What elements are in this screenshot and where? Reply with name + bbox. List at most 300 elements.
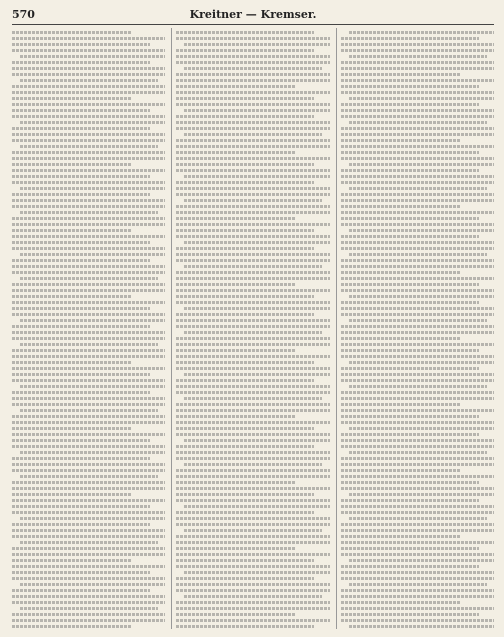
entry-line-placeholder bbox=[20, 607, 158, 610]
entry-line-placeholder bbox=[341, 541, 494, 544]
entry-line-placeholder bbox=[12, 37, 165, 40]
entry-line-placeholder bbox=[12, 151, 165, 154]
entry-line-placeholder bbox=[12, 61, 150, 64]
running-head: Kreitner — Kremser. bbox=[189, 8, 317, 21]
entry-line-placeholder bbox=[12, 415, 165, 418]
entry-line-placeholder bbox=[12, 547, 165, 550]
entry-line-placeholder bbox=[341, 193, 494, 196]
entry-line-placeholder bbox=[176, 55, 329, 58]
entry-line-placeholder bbox=[341, 331, 494, 334]
entry-line-placeholder bbox=[20, 583, 165, 586]
entry-line-placeholder bbox=[20, 475, 158, 478]
entry-line-placeholder bbox=[176, 319, 329, 322]
entry-line-placeholder bbox=[12, 91, 165, 94]
entry-line-placeholder bbox=[176, 145, 329, 148]
entry-line-placeholder bbox=[176, 211, 329, 214]
entry-line-placeholder bbox=[349, 121, 487, 124]
entry-line-placeholder bbox=[349, 55, 487, 58]
entry-line-placeholder bbox=[12, 349, 165, 352]
entry-line-placeholder bbox=[176, 301, 329, 304]
entry-line-placeholder bbox=[12, 619, 165, 622]
entry-line-placeholder bbox=[176, 229, 314, 232]
entry-line-placeholder bbox=[12, 361, 132, 364]
entry-line-placeholder bbox=[12, 73, 165, 76]
page-header bbox=[12, 8, 494, 25]
entry-line-placeholder bbox=[20, 187, 165, 190]
entry-line-placeholder bbox=[341, 259, 494, 262]
entry-line-placeholder bbox=[12, 127, 150, 130]
entry-line-placeholder bbox=[12, 571, 150, 574]
entry-line-placeholder bbox=[176, 127, 329, 130]
entry-line-placeholder bbox=[12, 313, 165, 316]
entry-line-placeholder bbox=[12, 49, 165, 52]
entry-line-placeholder bbox=[341, 283, 479, 286]
entry-line-placeholder bbox=[341, 595, 494, 598]
entry-line-placeholder bbox=[184, 439, 329, 442]
entry-line-placeholder bbox=[12, 391, 150, 394]
entry-line-placeholder bbox=[341, 379, 494, 382]
entry-line-placeholder bbox=[12, 157, 165, 160]
entry-line-placeholder bbox=[341, 301, 479, 304]
entry-line-placeholder bbox=[176, 535, 329, 538]
entry-line-placeholder bbox=[20, 343, 158, 346]
entry-line-placeholder bbox=[349, 559, 494, 562]
entry-line-placeholder bbox=[176, 547, 296, 550]
entry-line-placeholder bbox=[176, 157, 329, 160]
entry-line-placeholder bbox=[20, 517, 165, 520]
entry-line-placeholder bbox=[176, 607, 329, 610]
entry-line-placeholder bbox=[176, 421, 329, 424]
entry-line-placeholder bbox=[184, 529, 322, 532]
entry-line-placeholder bbox=[12, 283, 165, 286]
entry-line-placeholder bbox=[341, 589, 494, 592]
entry-line-placeholder bbox=[12, 67, 165, 70]
entry-line-placeholder bbox=[341, 91, 494, 94]
entry-line-placeholder bbox=[20, 253, 165, 256]
entry-line-placeholder bbox=[12, 601, 165, 604]
entry-line-placeholder bbox=[176, 169, 329, 172]
entry-line-placeholder bbox=[341, 577, 494, 580]
entry-line-placeholder bbox=[12, 403, 165, 406]
entry-line-placeholder bbox=[349, 451, 487, 454]
entry-line-placeholder bbox=[176, 565, 329, 568]
entry-line-placeholder bbox=[176, 433, 329, 436]
entry-line-placeholder bbox=[176, 517, 329, 520]
entry-line-placeholder bbox=[176, 103, 329, 106]
entry-line-placeholder bbox=[12, 169, 165, 172]
entry-line-placeholder bbox=[349, 427, 494, 430]
entry-line-placeholder bbox=[176, 469, 329, 472]
entry-line-placeholder bbox=[341, 397, 494, 400]
entry-line-placeholder bbox=[20, 385, 165, 388]
entry-line-placeholder bbox=[184, 109, 329, 112]
entry-column-3 bbox=[336, 28, 494, 629]
entry-line-placeholder bbox=[12, 481, 165, 484]
entry-line-placeholder bbox=[349, 31, 494, 34]
entry-line-placeholder bbox=[176, 625, 314, 628]
entry-line-placeholder bbox=[12, 463, 165, 466]
entry-line-placeholder bbox=[176, 487, 329, 490]
entry-line-placeholder bbox=[12, 241, 150, 244]
entry-line-placeholder bbox=[176, 475, 329, 478]
entry-line-placeholder bbox=[12, 301, 165, 304]
entry-line-placeholder bbox=[176, 91, 329, 94]
entry-line-placeholder bbox=[341, 67, 494, 70]
entry-line-placeholder bbox=[12, 193, 150, 196]
entry-line-placeholder bbox=[341, 613, 479, 616]
entry-line-placeholder bbox=[176, 403, 329, 406]
entry-line-placeholder bbox=[12, 235, 165, 238]
entry-line-placeholder bbox=[184, 571, 329, 574]
entry-line-placeholder bbox=[184, 175, 329, 178]
entry-line-placeholder bbox=[20, 451, 165, 454]
entry-line-placeholder bbox=[176, 97, 314, 100]
entry-line-placeholder bbox=[341, 139, 461, 142]
entry-line-placeholder bbox=[12, 553, 165, 556]
entry-line-placeholder bbox=[12, 115, 165, 118]
entry-line-placeholder bbox=[176, 523, 329, 526]
entry-line-placeholder bbox=[341, 85, 479, 88]
entry-line-placeholder bbox=[341, 169, 479, 172]
entry-line-placeholder bbox=[176, 79, 329, 82]
entry-line-placeholder bbox=[12, 589, 150, 592]
entry-line-placeholder bbox=[341, 433, 479, 436]
entry-line-placeholder bbox=[341, 391, 494, 394]
entry-line-placeholder bbox=[341, 337, 461, 340]
entry-line-placeholder bbox=[12, 259, 150, 262]
entry-line-placeholder bbox=[20, 145, 158, 148]
entry-line-placeholder bbox=[12, 181, 165, 184]
entry-line-placeholder bbox=[341, 487, 494, 490]
entry-line-placeholder bbox=[349, 517, 487, 520]
entry-line-placeholder bbox=[341, 535, 461, 538]
entry-line-placeholder bbox=[341, 49, 494, 52]
entry-line-placeholder bbox=[12, 199, 165, 202]
entry-line-placeholder bbox=[341, 349, 479, 352]
entry-line-placeholder bbox=[341, 367, 479, 370]
entry-line-placeholder bbox=[176, 247, 314, 250]
entry-line-placeholder bbox=[341, 505, 494, 508]
entry-line-placeholder bbox=[176, 493, 314, 496]
entry-line-placeholder bbox=[341, 439, 494, 442]
entry-line-placeholder bbox=[176, 583, 329, 586]
entry-line-placeholder bbox=[341, 457, 494, 460]
entry-line-placeholder bbox=[341, 181, 494, 184]
entry-line-placeholder bbox=[176, 451, 329, 454]
entry-line-placeholder bbox=[176, 31, 314, 34]
entry-line-placeholder bbox=[176, 457, 329, 460]
entry-line-placeholder bbox=[12, 421, 165, 424]
entry-line-placeholder bbox=[176, 427, 314, 430]
entry-line-placeholder bbox=[176, 499, 329, 502]
entry-line-placeholder bbox=[184, 241, 329, 244]
entry-line-placeholder bbox=[176, 601, 329, 604]
entry-line-placeholder bbox=[12, 31, 132, 34]
entry-line-placeholder bbox=[176, 253, 329, 256]
entry-line-placeholder bbox=[341, 115, 494, 118]
entry-line-placeholder bbox=[12, 505, 150, 508]
entry-line-placeholder bbox=[12, 613, 165, 616]
entry-line-placeholder bbox=[176, 355, 329, 358]
entry-line-placeholder bbox=[20, 541, 158, 544]
entry-line-placeholder bbox=[176, 73, 329, 76]
entry-line-placeholder bbox=[176, 349, 296, 352]
entry-line-placeholder bbox=[20, 79, 158, 82]
entry-line-placeholder bbox=[12, 331, 165, 334]
entry-line-placeholder bbox=[176, 541, 329, 544]
entry-line-placeholder bbox=[176, 259, 329, 262]
entry-line-placeholder bbox=[341, 445, 494, 448]
entry-line-placeholder bbox=[176, 325, 329, 328]
entry-line-placeholder bbox=[341, 241, 494, 244]
entry-line-placeholder bbox=[341, 475, 494, 478]
entry-line-placeholder bbox=[176, 277, 329, 280]
entry-line-placeholder bbox=[184, 133, 322, 136]
entry-line-placeholder bbox=[12, 445, 165, 448]
entry-line-placeholder bbox=[184, 373, 329, 376]
entry-line-placeholder bbox=[12, 559, 132, 562]
entry-line-placeholder bbox=[341, 103, 479, 106]
entry-line-placeholder bbox=[341, 73, 461, 76]
entry-line-placeholder bbox=[176, 151, 296, 154]
entry-line-placeholder bbox=[176, 577, 314, 580]
entry-line-placeholder bbox=[12, 163, 132, 166]
entry-line-placeholder bbox=[341, 547, 479, 550]
entry-line-placeholder bbox=[341, 355, 494, 358]
entry-line-placeholder bbox=[20, 319, 165, 322]
entry-line-placeholder bbox=[12, 565, 165, 568]
page-number: 570 bbox=[12, 8, 35, 21]
entry-columns bbox=[12, 28, 494, 629]
entry-line-placeholder bbox=[176, 61, 329, 64]
entry-line-placeholder bbox=[341, 415, 479, 418]
entry-line-placeholder bbox=[12, 427, 132, 430]
entry-line-placeholder bbox=[176, 613, 296, 616]
entry-line-placeholder bbox=[12, 265, 165, 268]
entry-line-placeholder bbox=[341, 499, 479, 502]
entry-line-placeholder bbox=[341, 151, 479, 154]
entry-line-placeholder bbox=[341, 607, 494, 610]
entry-line-placeholder bbox=[349, 625, 494, 628]
entry-line-placeholder bbox=[349, 97, 494, 100]
entry-line-placeholder bbox=[176, 385, 329, 388]
entry-line-placeholder bbox=[12, 595, 165, 598]
entry-line-placeholder bbox=[341, 199, 494, 202]
entry-column-2 bbox=[171, 28, 329, 629]
entry-line-placeholder bbox=[12, 397, 165, 400]
entry-line-placeholder bbox=[12, 289, 165, 292]
entry-line-placeholder bbox=[176, 235, 329, 238]
entry-line-placeholder bbox=[341, 235, 479, 238]
entry-line-placeholder bbox=[349, 385, 487, 388]
entry-line-placeholder bbox=[341, 529, 494, 532]
entry-line-placeholder bbox=[12, 355, 165, 358]
entry-line-placeholder bbox=[184, 397, 322, 400]
entry-line-placeholder bbox=[12, 325, 150, 328]
entry-line-placeholder bbox=[341, 601, 461, 604]
entry-line-placeholder bbox=[184, 67, 322, 70]
entry-line-placeholder bbox=[341, 277, 494, 280]
entry-line-placeholder bbox=[349, 295, 494, 298]
entry-line-placeholder bbox=[349, 253, 487, 256]
entry-line-placeholder bbox=[341, 211, 494, 214]
entry-line-placeholder bbox=[184, 199, 322, 202]
entry-line-placeholder bbox=[12, 493, 132, 496]
entry-line-placeholder bbox=[20, 121, 165, 124]
entry-line-placeholder bbox=[176, 343, 329, 346]
entry-line-placeholder bbox=[176, 223, 329, 226]
entry-line-placeholder bbox=[176, 391, 329, 394]
entry-line-placeholder bbox=[341, 565, 479, 568]
entry-line-placeholder bbox=[349, 361, 494, 364]
entry-line-placeholder bbox=[12, 625, 132, 628]
entry-line-placeholder bbox=[12, 175, 150, 178]
entry-line-placeholder bbox=[341, 217, 479, 220]
entry-line-placeholder bbox=[341, 553, 494, 556]
entry-line-placeholder bbox=[341, 205, 461, 208]
entry-line-placeholder bbox=[184, 43, 329, 46]
entry-line-placeholder bbox=[341, 469, 461, 472]
entry-line-placeholder bbox=[176, 115, 314, 118]
entry-line-placeholder bbox=[184, 463, 322, 466]
entry-line-placeholder bbox=[184, 595, 322, 598]
entry-line-placeholder bbox=[12, 487, 165, 490]
entry-line-placeholder bbox=[12, 295, 132, 298]
entry-line-placeholder bbox=[12, 109, 150, 112]
entry-line-placeholder bbox=[341, 619, 494, 622]
entry-line-placeholder bbox=[20, 211, 158, 214]
entry-line-placeholder bbox=[12, 529, 165, 532]
entry-line-placeholder bbox=[176, 295, 314, 298]
entry-line-placeholder bbox=[341, 463, 494, 466]
entry-line-placeholder bbox=[341, 511, 494, 514]
entry-line-placeholder bbox=[341, 109, 494, 112]
entry-line-placeholder bbox=[12, 103, 165, 106]
entry-line-placeholder bbox=[12, 307, 150, 310]
entry-line-placeholder bbox=[12, 229, 132, 232]
entry-line-placeholder bbox=[176, 217, 296, 220]
entry-line-placeholder bbox=[12, 433, 165, 436]
entry-line-placeholder bbox=[12, 97, 132, 100]
entry-line-placeholder bbox=[176, 337, 329, 340]
entry-line-placeholder bbox=[176, 409, 329, 412]
entry-line-placeholder bbox=[176, 193, 329, 196]
entry-line-placeholder bbox=[176, 367, 329, 370]
entry-line-placeholder bbox=[349, 187, 487, 190]
entry-line-placeholder bbox=[341, 175, 494, 178]
entry-line-placeholder bbox=[341, 157, 494, 160]
entry-line-placeholder bbox=[12, 535, 165, 538]
entry-line-placeholder bbox=[341, 79, 494, 82]
entry-line-placeholder bbox=[341, 571, 494, 574]
entry-line-placeholder bbox=[349, 319, 487, 322]
entry-line-placeholder bbox=[341, 133, 494, 136]
entry-line-placeholder bbox=[176, 481, 296, 484]
entry-line-placeholder bbox=[341, 247, 494, 250]
entry-line-placeholder bbox=[176, 589, 329, 592]
entry-line-placeholder bbox=[341, 421, 494, 424]
entry-line-placeholder bbox=[12, 223, 165, 226]
entry-line-placeholder bbox=[12, 523, 150, 526]
entry-line-placeholder bbox=[12, 205, 165, 208]
entry-line-placeholder bbox=[176, 415, 296, 418]
entry-line-placeholder bbox=[12, 271, 165, 274]
entry-line-placeholder bbox=[176, 445, 314, 448]
entry-line-placeholder bbox=[12, 499, 165, 502]
entry-line-placeholder bbox=[12, 469, 165, 472]
entry-line-placeholder bbox=[12, 139, 165, 142]
entry-line-placeholder bbox=[341, 127, 494, 130]
entry-line-placeholder bbox=[20, 55, 165, 58]
entry-line-placeholder bbox=[176, 559, 314, 562]
entry-line-placeholder bbox=[341, 145, 494, 148]
entry-line-placeholder bbox=[20, 409, 158, 412]
entry-line-placeholder bbox=[341, 343, 494, 346]
entry-line-placeholder bbox=[12, 373, 150, 376]
entry-line-placeholder bbox=[341, 271, 461, 274]
entry-line-placeholder bbox=[176, 163, 314, 166]
entry-line-placeholder bbox=[341, 307, 494, 310]
entry-line-placeholder bbox=[176, 553, 329, 556]
entry-line-placeholder bbox=[12, 43, 150, 46]
entry-line-placeholder bbox=[12, 367, 165, 370]
entry-line-placeholder bbox=[341, 325, 494, 328]
entry-line-placeholder bbox=[341, 223, 494, 226]
entry-line-placeholder bbox=[176, 139, 329, 142]
entry-line-placeholder bbox=[341, 481, 479, 484]
entry-line-placeholder bbox=[12, 439, 150, 442]
entry-line-placeholder bbox=[176, 49, 314, 52]
entry-line-placeholder bbox=[184, 265, 322, 268]
entry-line-placeholder bbox=[341, 289, 494, 292]
entry-line-placeholder bbox=[176, 37, 329, 40]
entry-line-placeholder bbox=[176, 379, 314, 382]
entry-line-placeholder bbox=[12, 577, 165, 580]
entry-line-placeholder bbox=[176, 187, 329, 190]
entry-column-1 bbox=[12, 28, 165, 629]
entry-line-placeholder bbox=[184, 307, 329, 310]
entry-line-placeholder bbox=[176, 619, 329, 622]
entry-line-placeholder bbox=[176, 361, 314, 364]
entry-line-placeholder bbox=[341, 37, 479, 40]
entry-line-placeholder bbox=[12, 379, 165, 382]
entry-line-placeholder bbox=[341, 403, 461, 406]
entry-line-placeholder bbox=[12, 85, 165, 88]
entry-line-placeholder bbox=[176, 271, 329, 274]
entry-line-placeholder bbox=[349, 583, 487, 586]
entry-line-placeholder bbox=[349, 493, 494, 496]
entry-line-placeholder bbox=[176, 289, 329, 292]
entry-line-placeholder bbox=[12, 511, 165, 514]
entry-line-placeholder bbox=[176, 205, 329, 208]
entry-line-placeholder bbox=[341, 265, 494, 268]
entry-line-placeholder bbox=[341, 523, 494, 526]
entry-line-placeholder bbox=[341, 61, 494, 64]
entry-line-placeholder bbox=[12, 133, 165, 136]
entry-line-placeholder bbox=[12, 247, 165, 250]
entry-line-placeholder bbox=[176, 283, 296, 286]
entry-line-placeholder bbox=[341, 409, 494, 412]
entry-line-placeholder bbox=[176, 85, 296, 88]
entry-line-placeholder bbox=[176, 511, 314, 514]
entry-line-placeholder bbox=[12, 337, 165, 340]
entry-line-placeholder bbox=[341, 313, 494, 316]
entry-line-placeholder bbox=[184, 331, 322, 334]
entry-line-placeholder bbox=[176, 121, 329, 124]
entry-line-placeholder bbox=[349, 163, 494, 166]
entry-line-placeholder bbox=[341, 373, 494, 376]
entry-line-placeholder bbox=[12, 457, 150, 460]
